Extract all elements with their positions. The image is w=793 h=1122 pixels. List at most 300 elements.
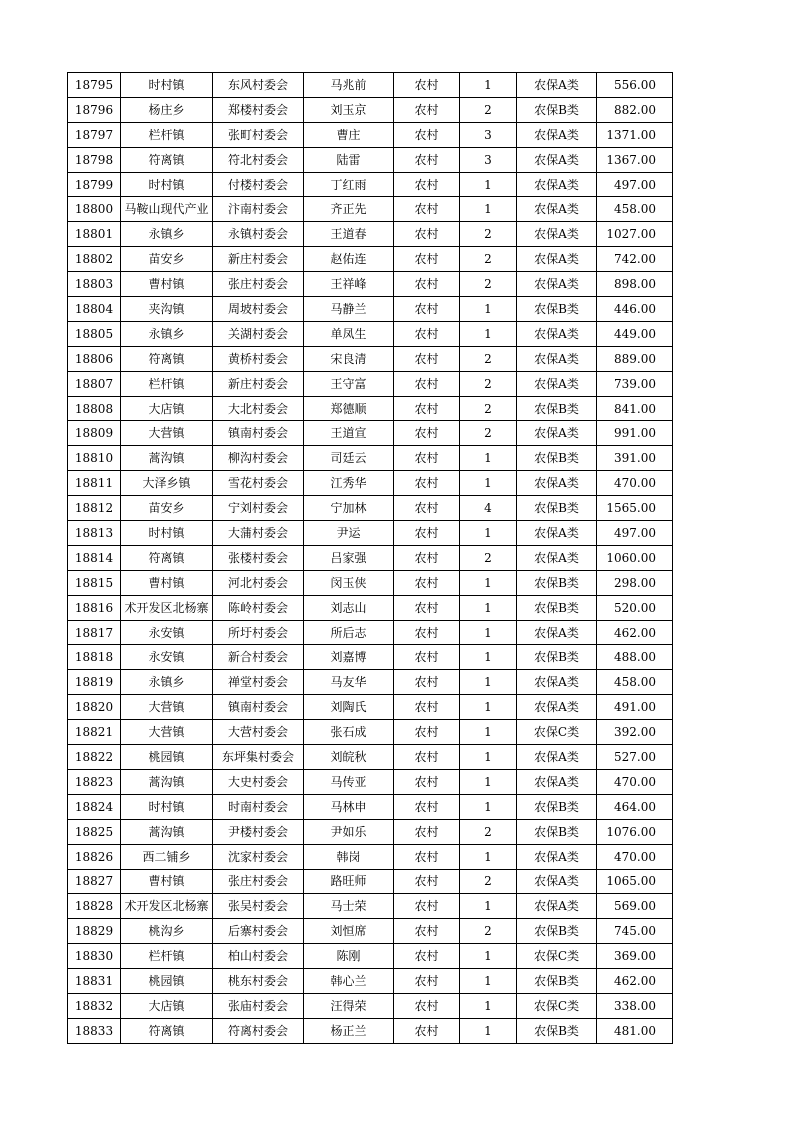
cell-amount: 739.00: [597, 371, 673, 396]
cell-town: 大营镇: [121, 720, 213, 745]
cell-village: 郑楼村委会: [213, 97, 304, 122]
cell-area: 农村: [394, 620, 460, 645]
cell-count: 1: [460, 595, 517, 620]
cell-count: 1: [460, 969, 517, 994]
cell-town: 术开发区北杨寨: [121, 894, 213, 919]
cell-name: 王祥峰: [304, 272, 394, 297]
table-row: [68, 297, 673, 322]
cell-category: 农保A类: [517, 620, 597, 645]
cell-area: 农村: [394, 346, 460, 371]
cell-area: 农村: [394, 521, 460, 546]
cell-id: 18807: [68, 371, 121, 396]
cell-name: 丁红雨: [304, 172, 394, 197]
cell-town: 符离镇: [121, 346, 213, 371]
table-row: [68, 745, 673, 770]
cell-area: 农村: [394, 1018, 460, 1043]
cell-amount: 470.00: [597, 769, 673, 794]
cell-amount: 889.00: [597, 346, 673, 371]
table-row: [68, 894, 673, 919]
cell-category: 农保A类: [517, 73, 597, 98]
cell-id: 18821: [68, 720, 121, 745]
cell-village: 沈家村委会: [213, 844, 304, 869]
cell-village: 东风村委会: [213, 73, 304, 98]
table-row: [68, 147, 673, 172]
cell-amount: 298.00: [597, 570, 673, 595]
cell-amount: 556.00: [597, 73, 673, 98]
cell-count: 2: [460, 819, 517, 844]
cell-town: 马鞍山现代产业: [121, 197, 213, 222]
cell-name: 单凤生: [304, 321, 394, 346]
cell-amount: 462.00: [597, 620, 673, 645]
cell-count: 4: [460, 496, 517, 521]
cell-name: 马士荣: [304, 894, 394, 919]
cell-id: 18833: [68, 1018, 121, 1043]
cell-village: 陈岭村委会: [213, 595, 304, 620]
cell-id: 18828: [68, 894, 121, 919]
cell-category: 农保C类: [517, 944, 597, 969]
cell-amount: 1367.00: [597, 147, 673, 172]
table-row: [68, 969, 673, 994]
cell-id: 18812: [68, 496, 121, 521]
cell-count: 1: [460, 197, 517, 222]
cell-amount: 491.00: [597, 695, 673, 720]
cell-town: 曹村镇: [121, 272, 213, 297]
cell-amount: 1027.00: [597, 222, 673, 247]
cell-count: 2: [460, 97, 517, 122]
cell-id: 18823: [68, 769, 121, 794]
cell-town: 永镇乡: [121, 222, 213, 247]
cell-area: 农村: [394, 172, 460, 197]
cell-id: 18805: [68, 321, 121, 346]
cell-id: 18822: [68, 745, 121, 770]
cell-area: 农村: [394, 222, 460, 247]
cell-category: 农保A类: [517, 321, 597, 346]
cell-id: 18831: [68, 969, 121, 994]
cell-category: 农保A类: [517, 346, 597, 371]
cell-amount: 392.00: [597, 720, 673, 745]
cell-area: 农村: [394, 645, 460, 670]
cell-id: 18825: [68, 819, 121, 844]
cell-category: 农保A类: [517, 545, 597, 570]
cell-name: 尹如乐: [304, 819, 394, 844]
cell-count: 1: [460, 297, 517, 322]
cell-town: 桃园镇: [121, 745, 213, 770]
cell-village: 东坪集村委会: [213, 745, 304, 770]
cell-amount: 497.00: [597, 172, 673, 197]
cell-count: 1: [460, 172, 517, 197]
cell-area: 农村: [394, 97, 460, 122]
cell-id: 18799: [68, 172, 121, 197]
cell-village: 雪花村委会: [213, 471, 304, 496]
cell-count: 1: [460, 993, 517, 1018]
cell-id: 18795: [68, 73, 121, 98]
cell-area: 农村: [394, 396, 460, 421]
table-row: [68, 172, 673, 197]
cell-count: 2: [460, 545, 517, 570]
cell-area: 农村: [394, 197, 460, 222]
cell-village: 大营村委会: [213, 720, 304, 745]
cell-count: 2: [460, 222, 517, 247]
cell-area: 农村: [394, 545, 460, 570]
cell-area: 农村: [394, 944, 460, 969]
cell-id: 18824: [68, 794, 121, 819]
cell-town: 大泽乡镇: [121, 471, 213, 496]
cell-category: 农保B类: [517, 919, 597, 944]
cell-village: 张吴村委会: [213, 894, 304, 919]
table-row: [68, 73, 673, 98]
cell-count: 1: [460, 471, 517, 496]
cell-id: 18811: [68, 471, 121, 496]
table-row: [68, 869, 673, 894]
cell-area: 农村: [394, 993, 460, 1018]
cell-count: 1: [460, 321, 517, 346]
cell-village: 时南村委会: [213, 794, 304, 819]
table-row: [68, 272, 673, 297]
cell-id: 18800: [68, 197, 121, 222]
cell-category: 农保A类: [517, 222, 597, 247]
cell-name: 陆雷: [304, 147, 394, 172]
cell-amount: 488.00: [597, 645, 673, 670]
cell-amount: 882.00: [597, 97, 673, 122]
cell-village: 大史村委会: [213, 769, 304, 794]
cell-town: 栏杆镇: [121, 371, 213, 396]
cell-name: 闵玉侠: [304, 570, 394, 595]
cell-town: 桃园镇: [121, 969, 213, 994]
cell-amount: 527.00: [597, 745, 673, 770]
table-row: [68, 1018, 673, 1043]
cell-count: 2: [460, 869, 517, 894]
cell-town: 曹村镇: [121, 570, 213, 595]
table-row: [68, 122, 673, 147]
cell-id: 18801: [68, 222, 121, 247]
cell-category: 农保B类: [517, 819, 597, 844]
cell-count: 3: [460, 122, 517, 147]
cell-amount: 1065.00: [597, 869, 673, 894]
cell-amount: 520.00: [597, 595, 673, 620]
cell-id: 18802: [68, 247, 121, 272]
cell-town: 符离镇: [121, 147, 213, 172]
cell-area: 农村: [394, 446, 460, 471]
cell-area: 农村: [394, 894, 460, 919]
cell-amount: 841.00: [597, 396, 673, 421]
cell-village: 镇南村委会: [213, 421, 304, 446]
cell-amount: 991.00: [597, 421, 673, 446]
table-row: [68, 371, 673, 396]
cell-town: 永镇乡: [121, 321, 213, 346]
cell-village: 符离村委会: [213, 1018, 304, 1043]
cell-amount: 1060.00: [597, 545, 673, 570]
cell-village: 宁刘村委会: [213, 496, 304, 521]
cell-village: 新庄村委会: [213, 371, 304, 396]
cell-village: 河北村委会: [213, 570, 304, 595]
cell-id: 18820: [68, 695, 121, 720]
cell-area: 农村: [394, 745, 460, 770]
cell-name: 所后志: [304, 620, 394, 645]
cell-category: 农保A类: [517, 471, 597, 496]
table-row: [68, 321, 673, 346]
cell-amount: 391.00: [597, 446, 673, 471]
cell-category: 农保B类: [517, 97, 597, 122]
cell-id: 18827: [68, 869, 121, 894]
cell-count: 1: [460, 446, 517, 471]
cell-count: 2: [460, 396, 517, 421]
cell-category: 农保B类: [517, 645, 597, 670]
cell-village: 镇南村委会: [213, 695, 304, 720]
cell-village: 张町村委会: [213, 122, 304, 147]
cell-village: 新合村委会: [213, 645, 304, 670]
cell-count: 2: [460, 421, 517, 446]
cell-name: 路旺师: [304, 869, 394, 894]
cell-count: 1: [460, 944, 517, 969]
cell-village: 付楼村委会: [213, 172, 304, 197]
cell-count: 2: [460, 346, 517, 371]
cell-name: 曹庄: [304, 122, 394, 147]
cell-amount: 745.00: [597, 919, 673, 944]
table-row: [68, 595, 673, 620]
cell-category: 农保B类: [517, 969, 597, 994]
cell-area: 农村: [394, 819, 460, 844]
cell-name: 韩岗: [304, 844, 394, 869]
table-row: [68, 521, 673, 546]
cell-name: 司廷云: [304, 446, 394, 471]
cell-amount: 1371.00: [597, 122, 673, 147]
cell-name: 王道宣: [304, 421, 394, 446]
cell-town: 时村镇: [121, 172, 213, 197]
cell-category: 农保A类: [517, 894, 597, 919]
cell-name: 尹运: [304, 521, 394, 546]
cell-name: 刘皖秋: [304, 745, 394, 770]
cell-name: 刘恒席: [304, 919, 394, 944]
cell-name: 宁加林: [304, 496, 394, 521]
cell-count: 1: [460, 745, 517, 770]
cell-count: 2: [460, 247, 517, 272]
cell-amount: 569.00: [597, 894, 673, 919]
cell-count: 1: [460, 695, 517, 720]
cell-area: 农村: [394, 595, 460, 620]
cell-name: 王道春: [304, 222, 394, 247]
cell-name: 刘玉京: [304, 97, 394, 122]
cell-village: 大蒲村委会: [213, 521, 304, 546]
cell-category: 农保C类: [517, 993, 597, 1018]
cell-category: 农保B类: [517, 297, 597, 322]
cell-area: 农村: [394, 297, 460, 322]
cell-name: 马传亚: [304, 769, 394, 794]
cell-area: 农村: [394, 73, 460, 98]
cell-village: 永镇村委会: [213, 222, 304, 247]
cell-name: 宋良清: [304, 346, 394, 371]
cell-name: 马兆前: [304, 73, 394, 98]
cell-category: 农保A类: [517, 869, 597, 894]
cell-name: 马静兰: [304, 297, 394, 322]
cell-category: 农保B类: [517, 446, 597, 471]
cell-town: 曹村镇: [121, 869, 213, 894]
table-row: [68, 670, 673, 695]
table-row: [68, 769, 673, 794]
cell-town: 苗安乡: [121, 247, 213, 272]
cell-village: 张庄村委会: [213, 272, 304, 297]
cell-town: 栏杆镇: [121, 122, 213, 147]
cell-area: 农村: [394, 421, 460, 446]
cell-id: 18826: [68, 844, 121, 869]
cell-area: 农村: [394, 670, 460, 695]
cell-count: 1: [460, 570, 517, 595]
cell-area: 农村: [394, 919, 460, 944]
cell-count: 1: [460, 670, 517, 695]
cell-count: 1: [460, 1018, 517, 1043]
cell-amount: 458.00: [597, 670, 673, 695]
cell-category: 农保B类: [517, 496, 597, 521]
cell-count: 1: [460, 521, 517, 546]
cell-category: 农保A类: [517, 769, 597, 794]
cell-area: 农村: [394, 695, 460, 720]
cell-id: 18814: [68, 545, 121, 570]
table-row: [68, 620, 673, 645]
cell-name: 韩心兰: [304, 969, 394, 994]
data-table: [67, 72, 673, 1044]
cell-name: 张石成: [304, 720, 394, 745]
cell-category: 农保A类: [517, 421, 597, 446]
cell-id: 18803: [68, 272, 121, 297]
cell-category: 农保A类: [517, 695, 597, 720]
cell-id: 18829: [68, 919, 121, 944]
cell-name: 汪得荣: [304, 993, 394, 1018]
cell-amount: 742.00: [597, 247, 673, 272]
cell-village: 周坡村委会: [213, 297, 304, 322]
cell-category: 农保A类: [517, 371, 597, 396]
cell-name: 刘志山: [304, 595, 394, 620]
cell-name: 王守富: [304, 371, 394, 396]
cell-count: 1: [460, 720, 517, 745]
table-row: [68, 346, 673, 371]
cell-town: 西二铺乡: [121, 844, 213, 869]
table-row: [68, 222, 673, 247]
cell-town: 符离镇: [121, 1018, 213, 1043]
cell-amount: 464.00: [597, 794, 673, 819]
cell-area: 农村: [394, 570, 460, 595]
cell-village: 关湖村委会: [213, 321, 304, 346]
table-row: [68, 197, 673, 222]
cell-id: 18808: [68, 396, 121, 421]
cell-village: 张楼村委会: [213, 545, 304, 570]
cell-id: 18815: [68, 570, 121, 595]
table-row: [68, 794, 673, 819]
cell-count: 1: [460, 794, 517, 819]
cell-village: 符北村委会: [213, 147, 304, 172]
table-row: [68, 570, 673, 595]
cell-name: 马友华: [304, 670, 394, 695]
cell-town: 永安镇: [121, 620, 213, 645]
cell-town: 栏杆镇: [121, 944, 213, 969]
cell-category: 农保B类: [517, 1018, 597, 1043]
cell-village: 大北村委会: [213, 396, 304, 421]
cell-name: 刘嘉博: [304, 645, 394, 670]
cell-village: 后寨村委会: [213, 919, 304, 944]
cell-count: 3: [460, 147, 517, 172]
table-row: [68, 919, 673, 944]
cell-area: 农村: [394, 969, 460, 994]
cell-id: 18806: [68, 346, 121, 371]
table-row: [68, 993, 673, 1018]
cell-category: 农保A类: [517, 745, 597, 770]
cell-village: 桃东村委会: [213, 969, 304, 994]
cell-village: 柳沟村委会: [213, 446, 304, 471]
cell-name: 陈刚: [304, 944, 394, 969]
cell-town: 蒿沟镇: [121, 819, 213, 844]
cell-village: 张庄村委会: [213, 869, 304, 894]
cell-category: 农保A类: [517, 247, 597, 272]
cell-count: 1: [460, 769, 517, 794]
cell-category: 农保B类: [517, 570, 597, 595]
cell-count: 1: [460, 620, 517, 645]
cell-town: 杨庄乡: [121, 97, 213, 122]
cell-id: 18813: [68, 521, 121, 546]
cell-amount: 338.00: [597, 993, 673, 1018]
cell-area: 农村: [394, 122, 460, 147]
cell-area: 农村: [394, 272, 460, 297]
table-row: [68, 97, 673, 122]
cell-category: 农保B类: [517, 794, 597, 819]
cell-id: 18804: [68, 297, 121, 322]
cell-area: 农村: [394, 471, 460, 496]
cell-town: 苗安乡: [121, 496, 213, 521]
cell-amount: 458.00: [597, 197, 673, 222]
cell-name: 马林申: [304, 794, 394, 819]
cell-town: 蒿沟镇: [121, 769, 213, 794]
cell-village: 汴南村委会: [213, 197, 304, 222]
cell-town: 术开发区北杨寨: [121, 595, 213, 620]
cell-amount: 1076.00: [597, 819, 673, 844]
cell-name: 江秀华: [304, 471, 394, 496]
cell-count: 2: [460, 272, 517, 297]
cell-category: 农保B类: [517, 595, 597, 620]
cell-town: 蒿沟镇: [121, 446, 213, 471]
cell-amount: 470.00: [597, 471, 673, 496]
table-row: [68, 844, 673, 869]
cell-category: 农保A类: [517, 197, 597, 222]
cell-id: 18816: [68, 595, 121, 620]
cell-village: 新庄村委会: [213, 247, 304, 272]
cell-category: 农保A类: [517, 122, 597, 147]
cell-village: 尹楼村委会: [213, 819, 304, 844]
cell-area: 农村: [394, 147, 460, 172]
cell-name: 齐正先: [304, 197, 394, 222]
table-row: [68, 720, 673, 745]
cell-village: 柏山村委会: [213, 944, 304, 969]
table-row: [68, 396, 673, 421]
cell-amount: 898.00: [597, 272, 673, 297]
cell-area: 农村: [394, 247, 460, 272]
cell-category: 农保B类: [517, 396, 597, 421]
cell-amount: 449.00: [597, 321, 673, 346]
cell-town: 符离镇: [121, 545, 213, 570]
cell-amount: 462.00: [597, 969, 673, 994]
cell-town: 大店镇: [121, 396, 213, 421]
table-row: [68, 446, 673, 471]
table-row: [68, 421, 673, 446]
cell-town: 大营镇: [121, 695, 213, 720]
cell-amount: 369.00: [597, 944, 673, 969]
cell-town: 大营镇: [121, 421, 213, 446]
cell-count: 2: [460, 919, 517, 944]
cell-town: 时村镇: [121, 794, 213, 819]
cell-count: 1: [460, 894, 517, 919]
table-row: [68, 819, 673, 844]
table-row: [68, 545, 673, 570]
cell-id: 18818: [68, 645, 121, 670]
cell-id: 18819: [68, 670, 121, 695]
cell-village: 黄桥村委会: [213, 346, 304, 371]
table-row: [68, 944, 673, 969]
